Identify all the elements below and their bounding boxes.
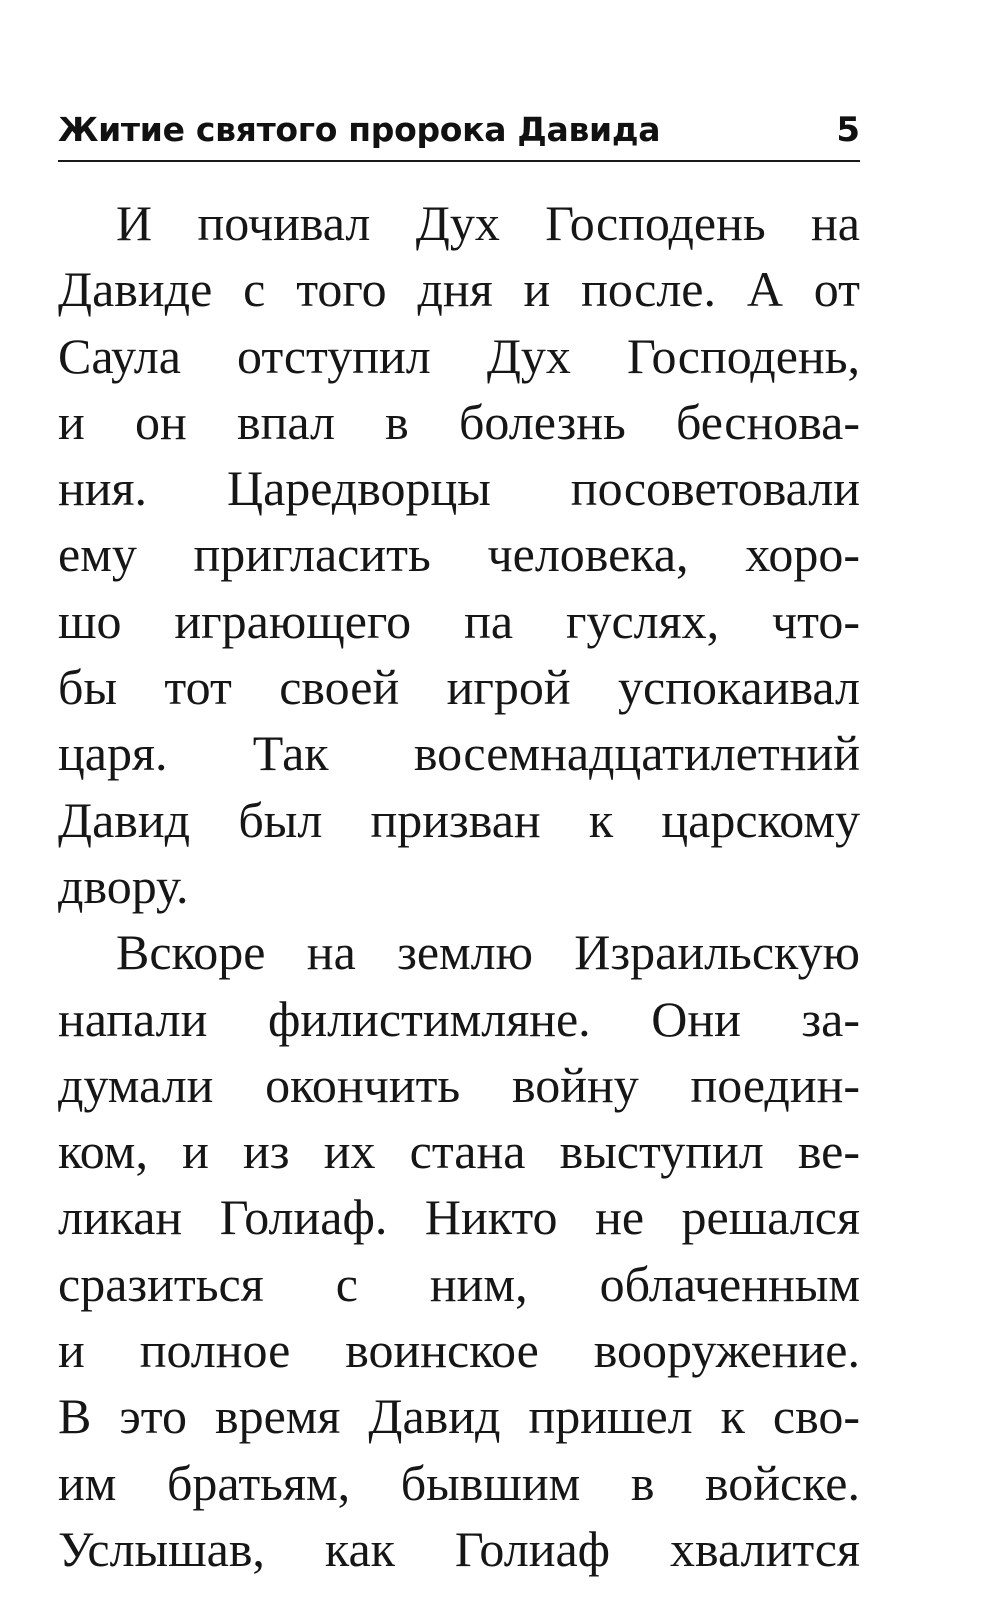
text-line: В это время Давид пришел к сво- [58,1388,860,1445]
text-line: бы тот своей игрой успокаивал [58,659,860,716]
text-line: ему пригласить человека, хоро- [58,526,860,583]
text-line: ком, и из их стана выступил ве- [58,1123,860,1180]
text-line: и он впал в болезнь беснова- [58,393,860,450]
text-line: сразиться с ним, облаченным [58,1255,860,1312]
text-line: Саула отступил Дух Господень, [58,327,860,384]
text-line: шо играющего па гуслях, что- [58,592,860,649]
running-header [58,108,860,162]
text-line: двору. [58,857,189,914]
text-line: думали окончить войну поедин- [58,1056,860,1113]
text-line: Услышав, как Голиаф хвалится [58,1520,860,1577]
text-line: и полное воинское вооружение. [58,1322,860,1379]
text-line: И почивал Дух Господень на [116,195,860,251]
text-line: Давид был призван к царскому [58,791,860,848]
text-line: Вскоре на землю Израильскую [116,924,860,981]
body-text [58,190,860,1582]
text-line: царя. Так восемнадцатилетний [58,725,860,782]
text-line: ликан Голиаф. Никто не решался [58,1189,860,1246]
running-title: Житие святого пророка Давида [58,110,661,149]
text-line: ния. Царедворцы посоветовали [58,460,860,517]
text-line: им братьям, бывшим в войске. [58,1454,860,1511]
text-line: напали филистимляне. Они за- [58,990,860,1047]
text-line: Давиде с того дня и после. А от [58,261,860,318]
page-number: 5 [836,110,860,150]
